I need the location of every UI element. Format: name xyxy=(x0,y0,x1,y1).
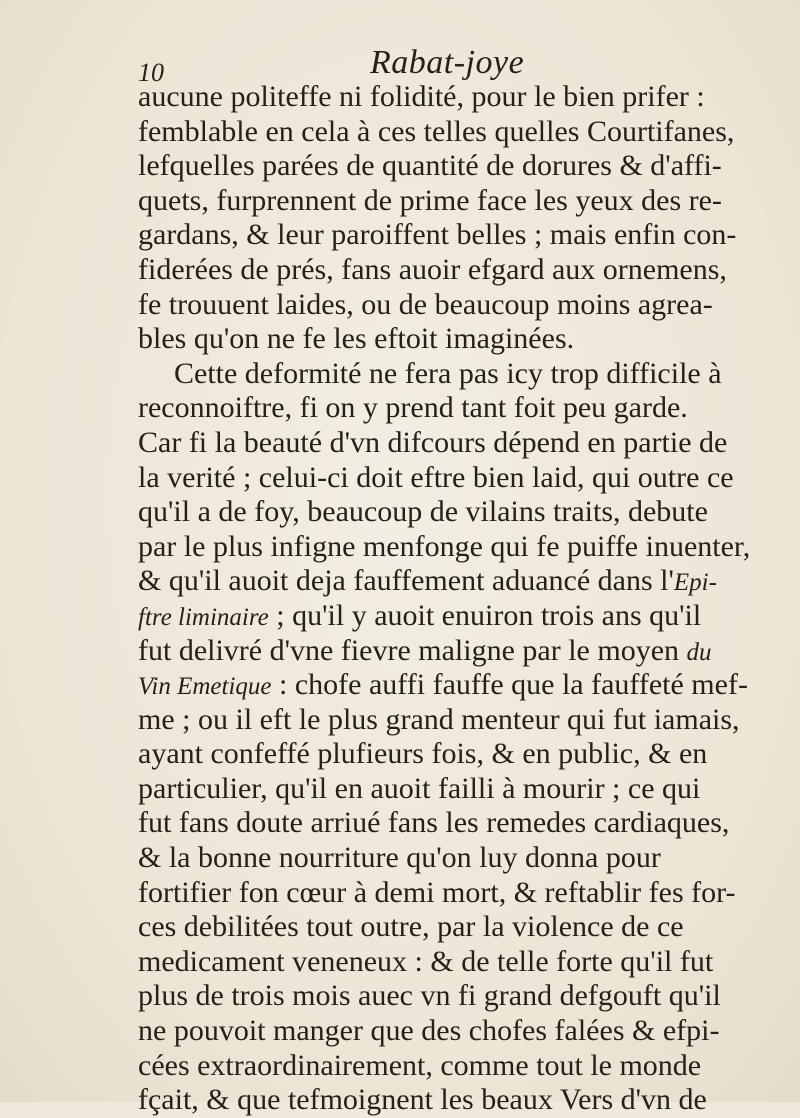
text-line xyxy=(138,979,778,1014)
text-line xyxy=(138,426,778,461)
text-line xyxy=(138,1083,778,1118)
line-text: qu'il a de foy, beaucoup de vilains traits, debute xyxy=(138,495,708,529)
text-line xyxy=(138,806,778,841)
line-text: fçait, & que tefmoignent les beaux Vers d'vn de xyxy=(138,1083,707,1117)
line-text: par le plus infigne menfonge qui fe puiffe inuenter, xyxy=(138,529,751,563)
page-number: 10 xyxy=(138,58,164,87)
text-line xyxy=(138,288,778,323)
line-text: la verité ; celui-ci doit eftre bien laid, qui outre ce xyxy=(138,460,734,494)
text-line xyxy=(138,703,778,738)
line-text: ; qu'il y auoit enuiron trois ans qu'il xyxy=(268,598,702,632)
line-text: fiderées de prés, fans auoir efgard aux ornemens, xyxy=(138,252,727,286)
text-line xyxy=(138,253,778,288)
italic-text: Epi- xyxy=(673,569,717,597)
text-line xyxy=(138,599,778,634)
italic-text: Vin Emetique xyxy=(138,673,272,701)
text-line xyxy=(138,737,778,772)
line-text: ayant confeffé plufieurs fois, & en public, & en xyxy=(138,737,708,771)
text-line xyxy=(138,530,778,565)
line-text: me ; ou il eft le plus grand menteur qui fut iamais, xyxy=(138,702,740,736)
italic-text: du xyxy=(686,638,712,666)
text-line xyxy=(138,461,778,496)
text-line xyxy=(138,115,778,150)
running-head: Rabat-joye xyxy=(370,44,525,81)
text-line xyxy=(138,391,778,426)
text-line xyxy=(138,1014,778,1049)
italic-text: ftre liminaire xyxy=(138,603,269,631)
text-line xyxy=(138,668,778,703)
line-text: fut fans doute arriué fans les remedes cardiaques, xyxy=(138,806,730,840)
text-line xyxy=(138,149,778,184)
text-line xyxy=(138,184,778,219)
text-line xyxy=(138,876,778,911)
line-text: fortifier fon cœur à demi mort, & reftablir fes for- xyxy=(138,875,736,909)
line-text: femblable en cela à ces telles quelles Courtifanes, xyxy=(138,114,735,148)
text-line xyxy=(138,945,778,980)
text-line xyxy=(138,1049,778,1084)
line-text: Cette deformité ne fera pas icy trop difficile à xyxy=(174,356,722,390)
text-line xyxy=(138,772,778,807)
body-text xyxy=(138,80,778,1118)
line-text: & la bonne nourriture qu'on luy donna pour xyxy=(138,841,661,875)
line-text: ne pouvoit manger que des chofes falées & efpi- xyxy=(138,1014,720,1048)
line-text: quets, furprennent de prime face les yeux des re- xyxy=(138,183,722,217)
line-text: & qu'il auoit deja fauffement aduancé dans l' xyxy=(138,564,674,598)
line-text: lefquelles parées de quantité de dorures & d'affi- xyxy=(138,149,722,183)
text-line xyxy=(138,564,778,599)
line-text: medicament veneneux : & de telle forte qu'il fut xyxy=(138,944,714,978)
line-text: fut delivré d'vne fievre maligne par le moyen xyxy=(138,633,687,667)
text-line xyxy=(138,357,778,392)
text-line xyxy=(138,80,778,115)
line-text: reconnoiftre, fi on y prend tant foit peu garde. xyxy=(138,391,688,425)
line-text: particulier, qu'il en auoit failli à mourir ; ce qui xyxy=(138,771,701,805)
text-line xyxy=(138,634,778,669)
text-line xyxy=(138,841,778,876)
line-text: gardans, & leur paroiffent belles ; mais enfin con- xyxy=(138,218,737,252)
line-text: : chofe auffi fauffe que la fauffeté mef- xyxy=(271,668,748,702)
line-text: bles qu'on ne fe les eftoit imaginées. xyxy=(138,322,575,356)
page-header xyxy=(138,44,738,87)
text-line xyxy=(138,322,778,357)
text-line xyxy=(138,910,778,945)
line-text: plus de trois mois auec vn fi grand defgouft qu'il xyxy=(138,979,721,1013)
line-text: Car fi la beauté d'vn difcours dépend en partie de xyxy=(138,425,728,459)
text-line xyxy=(138,218,778,253)
text-line xyxy=(138,495,778,530)
line-text: cées extraordinairement, comme tout le monde xyxy=(138,1048,702,1082)
line-text: ces debilitées tout outre, par la violence de ce xyxy=(138,910,684,944)
line-text: aucune politeffe ni folidité, pour le bien prifer : xyxy=(138,80,705,113)
line-text: fe trouuent laides, ou de beaucoup moins agrea- xyxy=(138,287,713,321)
